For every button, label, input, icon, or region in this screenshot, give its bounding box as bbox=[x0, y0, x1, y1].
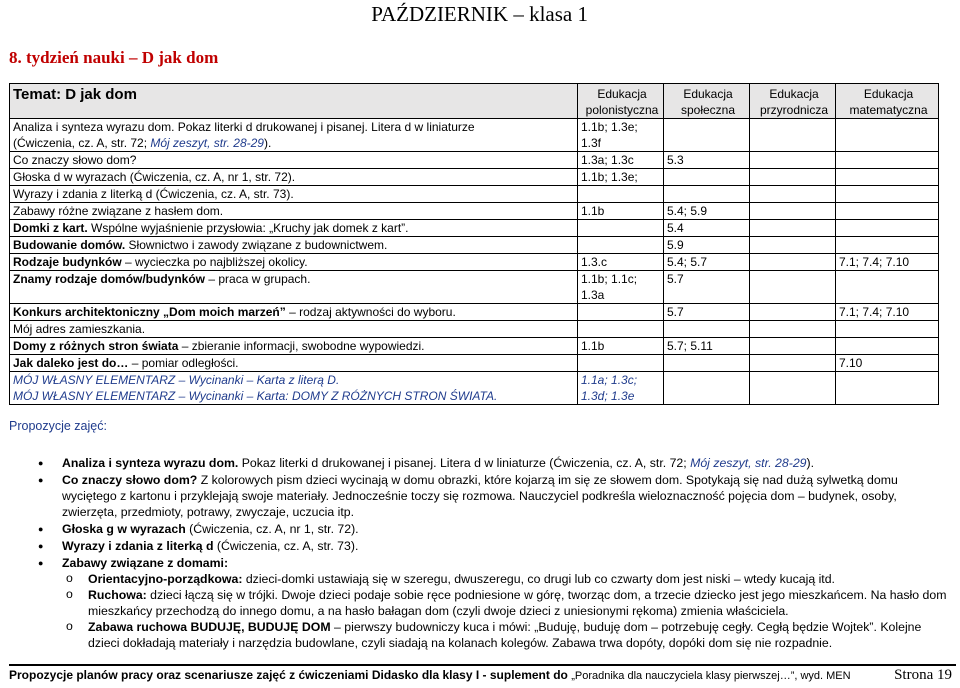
topic-cell: Temat: D jak dom bbox=[10, 84, 578, 119]
list-item: ● Głoska g w wyrazach (Ćwiczenia, cz. A, nr 1, str. 72). bbox=[62, 521, 952, 537]
code-cell: 1.1b; 1.1c; 1.3a bbox=[578, 271, 664, 304]
code-cell bbox=[750, 186, 836, 203]
proposals-title: Propozycje zajęć: bbox=[9, 419, 107, 433]
code-cell: 7.1; 7.4; 7.10 bbox=[836, 304, 939, 321]
sub-list-item: o Ruchowa: dzieci łączą się w trójki. Dwoje dzieci podaje sobie ręce podniesione w górę, tworząc dom, a trzecie dziecko jest jego mieszkańcem. Na hasło dom mieszkańcy przechodzą do innego domu, a na hasło bałagan dom (czyli dwoje dzieci z uniesionymi rękoma) zmienia właściciela. bbox=[88, 587, 952, 619]
table-row bbox=[10, 169, 939, 186]
lesson-plan-table bbox=[9, 83, 939, 405]
code-cell bbox=[836, 372, 939, 405]
table-row bbox=[10, 152, 939, 169]
code-cell bbox=[836, 119, 939, 152]
activity-cell: Domki z kart. Wspólne wyjaśnienie przysłowia: „Kruchy jak domek z kart”. bbox=[10, 220, 578, 237]
activity-cell: Wyrazy i zdania z literką d (Ćwiczenia, cz. A, str. 73). bbox=[10, 186, 578, 203]
sub-list-item: o Orientacyjno-porządkowa: dzieci-domki ustawiają się w szeregu, dwuszeregu, co drugi lub co czwarty dom jest niski – wtedy kucają itd. bbox=[88, 571, 952, 587]
page-header-title: PAŹDZIERNIK – klasa 1 bbox=[371, 2, 588, 26]
activity-cell: Domy z różnych stron świata – zbieranie informacji, swobodne wypowiedzi. bbox=[10, 338, 578, 355]
col-header-przyrodnicza: Edukacja przyrodnicza bbox=[750, 84, 836, 119]
code-cell bbox=[750, 220, 836, 237]
code-cell bbox=[750, 271, 836, 304]
code-cell bbox=[836, 169, 939, 186]
table-header-row bbox=[10, 84, 939, 119]
code-cell bbox=[664, 321, 750, 338]
col-header-polonistyczna: Edukacja polonistyczna bbox=[578, 84, 664, 119]
code-cell bbox=[836, 237, 939, 254]
code-cell: 5.4; 5.7 bbox=[664, 254, 750, 271]
table-row bbox=[10, 321, 939, 338]
code-cell bbox=[578, 304, 664, 321]
code-cell: 1.1a; 1.3c; 1.3d; 1.3e bbox=[578, 372, 664, 405]
week-title: 8. tydzień nauki – D jak dom bbox=[9, 48, 219, 67]
activity-cell: Głoska d w wyrazach (Ćwiczenia, cz. A, nr 1, str. 72). bbox=[10, 169, 578, 186]
page-number: Strona 19 bbox=[894, 667, 952, 683]
table-row bbox=[10, 271, 939, 304]
table-row bbox=[10, 372, 939, 405]
code-cell: 1.1b bbox=[578, 338, 664, 355]
list-item: ● Wyrazy i zdania z literką d (Ćwiczenia, cz. A, str. 73). bbox=[62, 538, 952, 554]
activity-cell: Co znaczy słowo dom? bbox=[10, 152, 578, 169]
activity-cell: Konkurs architektoniczny „Dom moich marzeń” – rodzaj aktywności do wyboru. bbox=[10, 304, 578, 321]
code-cell bbox=[664, 169, 750, 186]
code-cell: 5.4 bbox=[664, 220, 750, 237]
code-cell bbox=[664, 355, 750, 372]
code-cell: 5.7 bbox=[664, 271, 750, 304]
code-cell bbox=[836, 338, 939, 355]
code-cell bbox=[750, 338, 836, 355]
table-row bbox=[10, 254, 939, 271]
proposals-list bbox=[36, 455, 952, 652]
table-row bbox=[10, 220, 939, 237]
col-header-matematyczna: Edukacja matematyczna bbox=[836, 84, 939, 119]
footer-text: Propozycje planów pracy oraz scenariusze zajęć z ćwiczeniami Didasko dla klasy I - suplement do „Poradnika dla nauczyciela klasy pierwszej…”, wyd. MEN bbox=[9, 668, 851, 682]
list-item: ● Zabawy związane z domami: o Orientacyjno-porządkowa: dzieci-domki ustawiają się w szeregu, dwuszeregu, co drugi lub co czwarty dom jest niski – wtedy kucają itd. o Ruchowa: dzieci łączą się w trójki. Dwoje dzieci podaje sobie ręce podniesione w górę, tworząc dom, a trzecie dziecko jest jego mieszkańcem. Na hasło dom mieszkańcy przechodzą do innego domu, a na hasło bałagan dom (czyli dwoje dzieci z uniesionymi rękoma) zmienia właściciela. o Zabawa ruchowa BUDUJĘ, BUDUJĘ DOM – pierwszy budowniczy kuca i mówi: „Buduję, buduję dom – potrzebuję cegły. Cegłą będzie Wojtek”. Kolejne dzieci dokładają materiały i narzędzia budowlane, czyli siadają na kolanach kolegów. Zabawa trwa dopóty, dopóki dom się nie rozpadnie. bbox=[62, 555, 952, 651]
code-cell bbox=[750, 203, 836, 220]
code-cell bbox=[836, 186, 939, 203]
code-cell: 5.3 bbox=[664, 152, 750, 169]
table-row bbox=[10, 119, 939, 152]
code-cell bbox=[750, 237, 836, 254]
table-row bbox=[10, 186, 939, 203]
sub-list-item: o Zabawa ruchowa BUDUJĘ, BUDUJĘ DOM – pierwszy budowniczy kuca i mówi: „Buduję, buduję dom – potrzebuję cegły. Cegłą będzie Wojtek”. Kolejne dzieci dokładają materiały i narzędzia budowlane, czyli siadają na kolanach kolegów. Zabawa trwa dopóty, dopóki dom się nie rozpadnie. bbox=[88, 619, 952, 651]
code-cell bbox=[664, 372, 750, 405]
code-cell bbox=[750, 119, 836, 152]
code-cell: 1.3.c bbox=[578, 254, 664, 271]
code-cell bbox=[750, 254, 836, 271]
activity-cell: Znamy rodzaje domów/budynków – praca w grupach. bbox=[10, 271, 578, 304]
code-cell bbox=[750, 321, 836, 338]
col-header-spoleczna: Edukacja społeczna bbox=[664, 84, 750, 119]
activity-cell: Mój adres zamieszkania. bbox=[10, 321, 578, 338]
code-cell: 1.3a; 1.3c bbox=[578, 152, 664, 169]
activity-cell: Zabawy różne związane z hasłem dom. bbox=[10, 203, 578, 220]
code-cell bbox=[750, 169, 836, 186]
table-row bbox=[10, 355, 939, 372]
footer-divider bbox=[9, 664, 956, 666]
code-cell: 5.4; 5.9 bbox=[664, 203, 750, 220]
activity-cell: MÓJ WŁASNY ELEMENTARZ – Wycinanki – Karta z literą D. MÓJ WŁASNY ELEMENTARZ – Wycinanki – Karta: DOMY Z RÓŻNYCH STRON ŚWIATA. bbox=[10, 372, 578, 405]
code-cell bbox=[664, 119, 750, 152]
games-sublist bbox=[62, 571, 952, 651]
list-item: ● Analiza i synteza wyrazu dom. Pokaz literki d drukowanej i pisanej. Litera d w liniaturze (Ćwiczenia, cz. A, str. 72; Mój zeszyt, str. 28-29). bbox=[62, 455, 952, 471]
code-cell bbox=[750, 152, 836, 169]
activity-cell: Rodzaje budynków – wycieczka po najbliższej okolicy. bbox=[10, 254, 578, 271]
code-cell bbox=[750, 372, 836, 405]
code-cell bbox=[578, 355, 664, 372]
activity-cell: Jak daleko jest do… – pomiar odległości. bbox=[10, 355, 578, 372]
code-cell: 5.7; 5.11 bbox=[664, 338, 750, 355]
activity-cell: Analiza i synteza wyrazu dom. Pokaz literki d drukowanej i pisanej. Litera d w liniaturze (Ćwiczenia, cz. A, str. 72; Mój zeszyt, str. 28-29). bbox=[10, 119, 578, 152]
code-cell: 1.1b; 1.3e; bbox=[578, 169, 664, 186]
code-cell bbox=[578, 237, 664, 254]
code-cell bbox=[836, 152, 939, 169]
code-cell: 1.1b bbox=[578, 203, 664, 220]
code-cell: 5.7 bbox=[664, 304, 750, 321]
code-cell bbox=[836, 203, 939, 220]
code-cell: 1.1b; 1.3e; 1.3f bbox=[578, 119, 664, 152]
code-cell bbox=[836, 220, 939, 237]
activity-cell: Budowanie domów. Słownictwo i zawody związane z budownictwem. bbox=[10, 237, 578, 254]
code-cell bbox=[750, 355, 836, 372]
code-cell bbox=[578, 321, 664, 338]
code-cell: 7.1; 7.4; 7.10 bbox=[836, 254, 939, 271]
code-cell bbox=[836, 321, 939, 338]
code-cell bbox=[664, 186, 750, 203]
table-row bbox=[10, 203, 939, 220]
code-cell bbox=[578, 220, 664, 237]
table-row bbox=[10, 338, 939, 355]
table-row bbox=[10, 237, 939, 254]
code-cell bbox=[836, 271, 939, 304]
list-item: ● Co znaczy słowo dom? Z kolorowych pism dzieci wycinają w domu obrazki, które kojarzą im się ze słowem dom. Spotykają się nad dużą sylwetką domu wyciętego z kartonu i przyklejają swoje materiały. Jednocześnie toczy się rozmowa. Nauczyciel podkreśla wieloznaczność pojęcia dom – budynek, osoby, zwierzęta, przedmioty, potrawy, zwyczaje, uczucia itp. bbox=[62, 472, 952, 520]
code-cell: 5.9 bbox=[664, 237, 750, 254]
code-cell: 7.10 bbox=[836, 355, 939, 372]
table-row bbox=[10, 304, 939, 321]
code-cell bbox=[578, 186, 664, 203]
code-cell bbox=[750, 304, 836, 321]
